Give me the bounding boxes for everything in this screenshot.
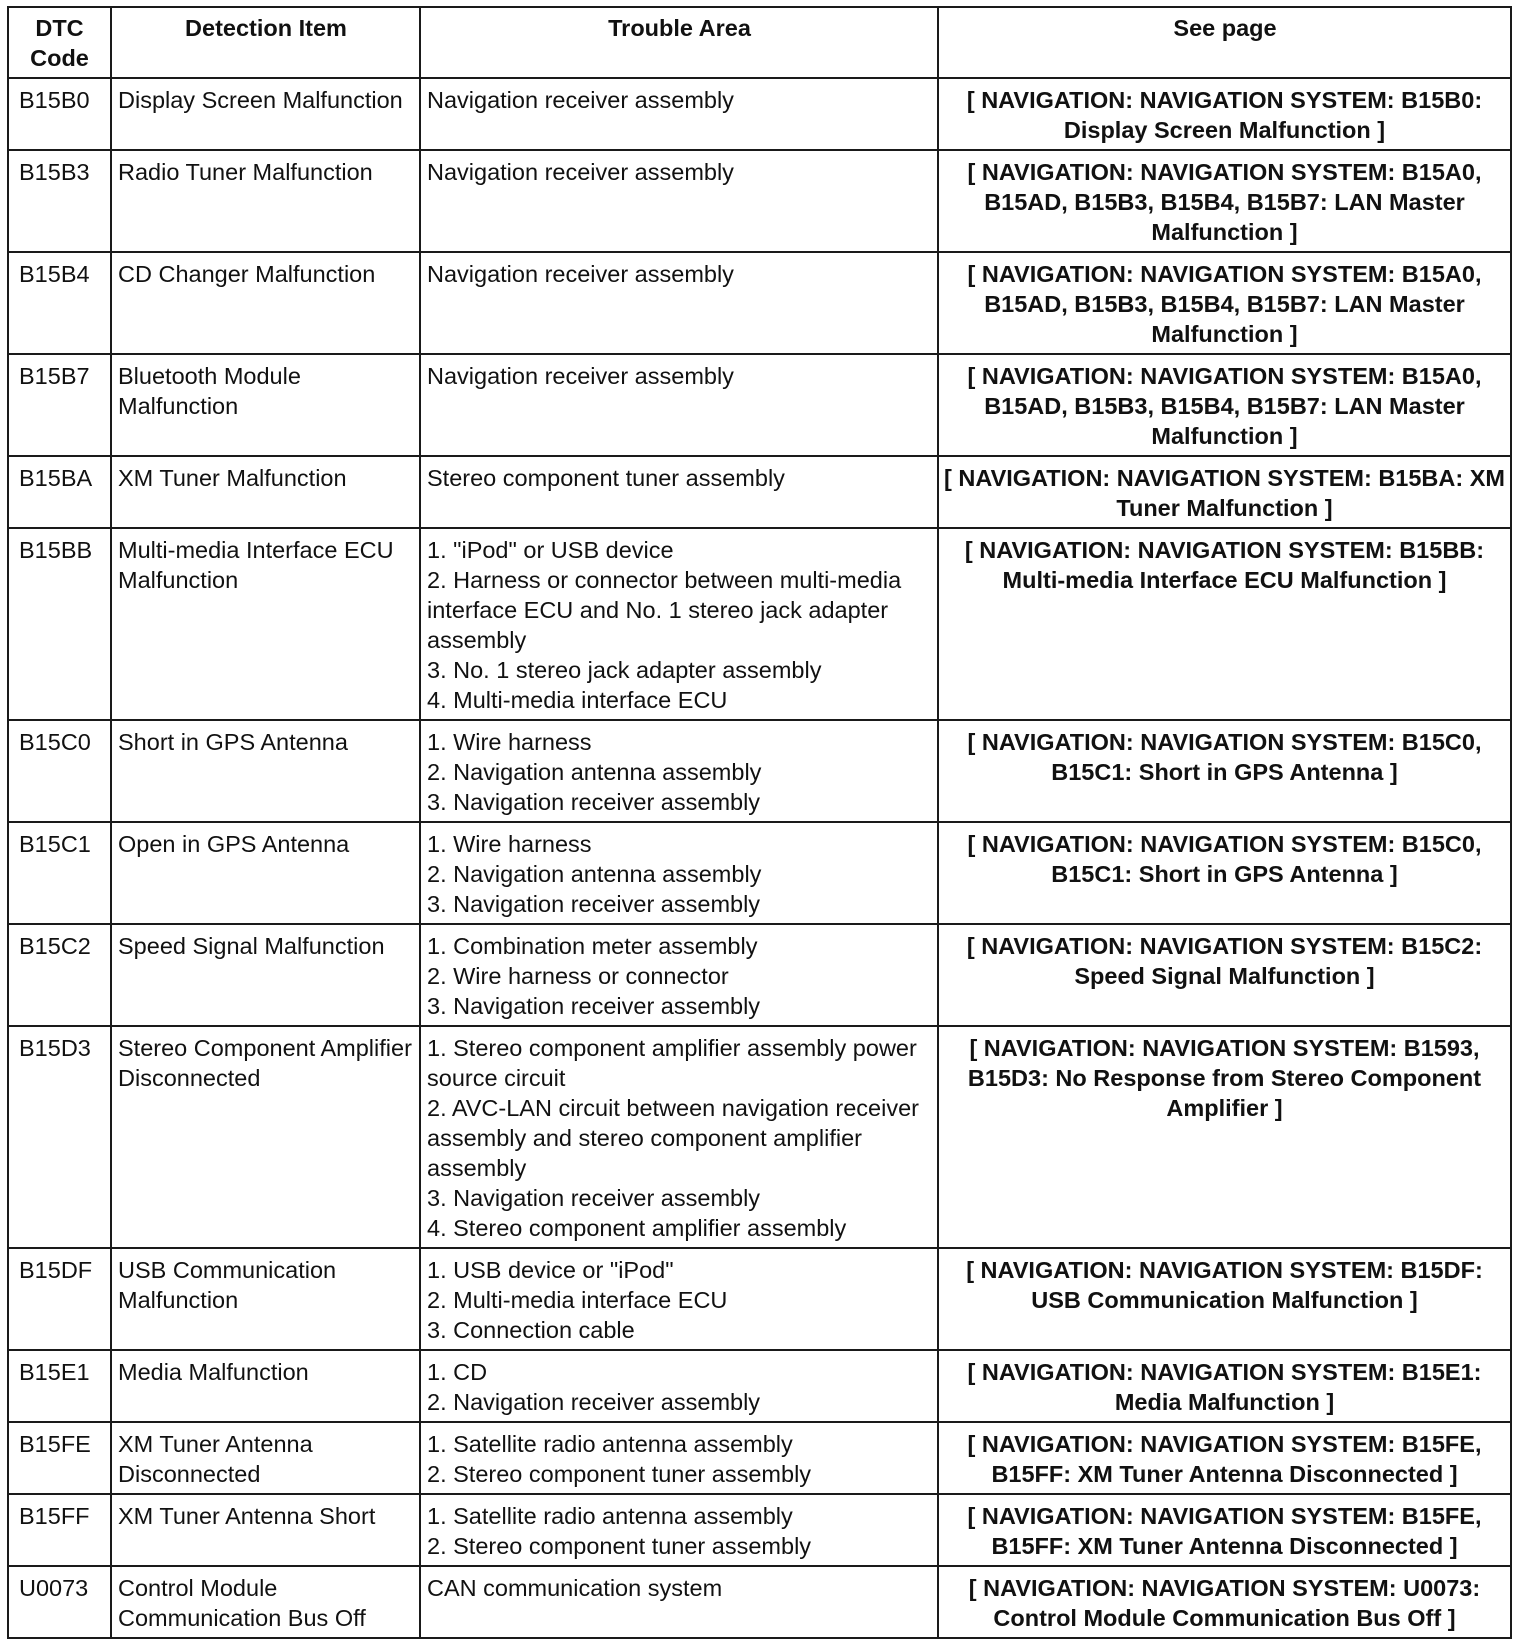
trouble-area-line: 1. Satellite radio antenna assembly [427, 1503, 793, 1529]
trouble-area-line: 3. Navigation receiver assembly [427, 1185, 761, 1211]
table-body [8, 78, 1511, 1638]
detection-item-cell: Multi-media Interface ECU Malfunction [111, 528, 420, 720]
trouble-area-line: 2. AVC-LAN circuit between navigation receiver assembly and stereo component amplifier assembly [427, 1095, 919, 1181]
see-page-link[interactable]: [ NAVIGATION: NAVIGATION SYSTEM: B15C0, B15C1: Short in GPS Antenna ] [938, 720, 1511, 822]
dtc-code-cell: B15B3 [8, 150, 111, 252]
trouble-area-cell [420, 822, 938, 924]
detection-item-cell: XM Tuner Antenna Disconnected [111, 1422, 420, 1494]
trouble-area-cell [420, 252, 938, 354]
see-page-link[interactable]: [ NAVIGATION: NAVIGATION SYSTEM: B15BB: Multi-media Interface ECU Malfunction ] [938, 528, 1511, 720]
dtc-code-cell: B15BA [8, 456, 111, 528]
table-row [8, 354, 1511, 456]
header-row [8, 7, 1511, 78]
table-row [8, 720, 1511, 822]
trouble-area-cell [420, 1422, 938, 1494]
dtc-code-cell: B15BB [8, 528, 111, 720]
header-dtc-code: DTC Code [8, 7, 111, 78]
trouble-area-cell [420, 1494, 938, 1566]
dtc-code-cell: B15C2 [8, 924, 111, 1026]
trouble-area-line: 1. Wire harness [427, 729, 592, 755]
trouble-area-cell [420, 1026, 938, 1248]
detection-item-cell: XM Tuner Antenna Short [111, 1494, 420, 1566]
dtc-code-cell: B15C1 [8, 822, 111, 924]
trouble-area-line: 2. Navigation antenna assembly [427, 861, 762, 887]
trouble-area-line: 2. Harness or connector between multi-media interface ECU and No. 1 stereo jack adapter assembly [427, 567, 902, 653]
table-row [8, 924, 1511, 1026]
trouble-area-line: 2. Navigation antenna assembly [427, 759, 762, 785]
see-page-link[interactable]: [ NAVIGATION: NAVIGATION SYSTEM: B15A0, B15AD, B15B3, B15B4, B15B7: LAN Master Malfunction ] [938, 150, 1511, 252]
trouble-area-line: 1. Satellite radio antenna assembly [427, 1431, 793, 1457]
detection-item-cell: Control Module Communication Bus Off [111, 1566, 420, 1638]
trouble-area-line: Navigation receiver assembly [427, 261, 734, 287]
trouble-area-line: CAN communication system [427, 1575, 723, 1601]
see-page-link[interactable]: [ NAVIGATION: NAVIGATION SYSTEM: B15DF: USB Communication Malfunction ] [938, 1248, 1511, 1350]
table-row [8, 1026, 1511, 1248]
trouble-area-line: 2. Stereo component tuner assembly [427, 1461, 812, 1487]
detection-item-cell: XM Tuner Malfunction [111, 456, 420, 528]
detection-item-cell: CD Changer Malfunction [111, 252, 420, 354]
dtc-code-cell: B15DF [8, 1248, 111, 1350]
see-page-link[interactable]: [ NAVIGATION: NAVIGATION SYSTEM: B15A0, B15AD, B15B3, B15B4, B15B7: LAN Master Malfunction ] [938, 252, 1511, 354]
header-trouble-area: Trouble Area [420, 7, 938, 78]
trouble-area-cell [420, 1566, 938, 1638]
detection-item-cell: USB Communication Malfunction [111, 1248, 420, 1350]
see-page-link[interactable]: [ NAVIGATION: NAVIGATION SYSTEM: B15FE, B15FF: XM Tuner Antenna Disconnected ] [938, 1494, 1511, 1566]
table-row [8, 822, 1511, 924]
table-row [8, 78, 1511, 150]
dtc-code-cell: B15D3 [8, 1026, 111, 1248]
see-page-link[interactable]: [ NAVIGATION: NAVIGATION SYSTEM: B15B0: Display Screen Malfunction ] [938, 78, 1511, 150]
header-detection-item: Detection Item [111, 7, 420, 78]
trouble-area-line: 1. "iPod" or USB device [427, 537, 674, 563]
table-row [8, 1566, 1511, 1638]
trouble-area-line: 3. Navigation receiver assembly [427, 891, 761, 917]
trouble-area-line: 2. Multi-media interface ECU [427, 1287, 728, 1313]
trouble-area-line: 1. CD [427, 1359, 488, 1385]
trouble-area-line: 3. Navigation receiver assembly [427, 789, 761, 815]
header-see-page: See page [938, 7, 1511, 78]
trouble-area-line: 4. Stereo component amplifier assembly [427, 1215, 847, 1241]
trouble-area-line: 3. No. 1 stereo jack adapter assembly [427, 657, 822, 683]
table-row [8, 1248, 1511, 1350]
trouble-area-line: 1. Combination meter assembly [427, 933, 758, 959]
dtc-code-cell: B15B0 [8, 78, 111, 150]
trouble-area-line: 3. Navigation receiver assembly [427, 993, 761, 1019]
trouble-area-line: 1. Wire harness [427, 831, 592, 857]
table-row [8, 252, 1511, 354]
detection-item-cell: Open in GPS Antenna [111, 822, 420, 924]
trouble-area-cell [420, 150, 938, 252]
see-page-link[interactable]: [ NAVIGATION: NAVIGATION SYSTEM: B15A0, B15AD, B15B3, B15B4, B15B7: LAN Master Malfunction ] [938, 354, 1511, 456]
trouble-area-cell [420, 528, 938, 720]
trouble-area-line: 1. Stereo component amplifier assembly power source circuit [427, 1035, 917, 1091]
trouble-area-line: 4. Multi-media interface ECU [427, 687, 728, 713]
detection-item-cell: Radio Tuner Malfunction [111, 150, 420, 252]
dtc-code-cell: B15E1 [8, 1350, 111, 1422]
trouble-area-cell [420, 354, 938, 456]
trouble-area-cell [420, 78, 938, 150]
see-page-link[interactable]: [ NAVIGATION: NAVIGATION SYSTEM: B15C0, B15C1: Short in GPS Antenna ] [938, 822, 1511, 924]
trouble-area-cell [420, 924, 938, 1026]
trouble-area-cell [420, 1248, 938, 1350]
trouble-area-line: 2. Wire harness or connector [427, 963, 729, 989]
trouble-area-line: 2. Navigation receiver assembly [427, 1389, 761, 1415]
table-row [8, 456, 1511, 528]
see-page-link[interactable]: [ NAVIGATION: NAVIGATION SYSTEM: B15C2: Speed Signal Malfunction ] [938, 924, 1511, 1026]
detection-item-cell: Speed Signal Malfunction [111, 924, 420, 1026]
trouble-area-line: 1. USB device or "iPod" [427, 1257, 674, 1283]
trouble-area-line: 3. Connection cable [427, 1317, 635, 1343]
trouble-area-cell [420, 1350, 938, 1422]
dtc-code-cell: B15C0 [8, 720, 111, 822]
trouble-area-line: Stereo component tuner assembly [427, 465, 785, 491]
detection-item-cell: Short in GPS Antenna [111, 720, 420, 822]
dtc-code-cell: B15FF [8, 1494, 111, 1566]
dtc-code-cell: B15B7 [8, 354, 111, 456]
detection-item-cell: Media Malfunction [111, 1350, 420, 1422]
table-row [8, 1422, 1511, 1494]
table-row [8, 1350, 1511, 1422]
table-row [8, 1494, 1511, 1566]
dtc-table [7, 6, 1512, 1639]
see-page-link[interactable]: [ NAVIGATION: NAVIGATION SYSTEM: B15FE, B15FF: XM Tuner Antenna Disconnected ] [938, 1422, 1511, 1494]
trouble-area-cell [420, 720, 938, 822]
see-page-link[interactable]: [ NAVIGATION: NAVIGATION SYSTEM: B15BA: XM Tuner Malfunction ] [938, 456, 1511, 528]
dtc-code-cell: B15FE [8, 1422, 111, 1494]
trouble-area-cell [420, 456, 938, 528]
trouble-area-line: Navigation receiver assembly [427, 87, 734, 113]
trouble-area-line: Navigation receiver assembly [427, 363, 734, 389]
detection-item-cell: Bluetooth Module Malfunction [111, 354, 420, 456]
see-page-link[interactable]: [ NAVIGATION: NAVIGATION SYSTEM: B15E1: Media Malfunction ] [938, 1350, 1511, 1422]
detection-item-cell: Stereo Component Amplifier Disconnected [111, 1026, 420, 1248]
table-row [8, 528, 1511, 720]
dtc-code-cell: B15B4 [8, 252, 111, 354]
table-header [8, 7, 1511, 78]
table-row [8, 150, 1511, 252]
see-page-link[interactable]: [ NAVIGATION: NAVIGATION SYSTEM: B1593, B15D3: No Response from Stereo Component Amplifier ] [938, 1026, 1511, 1248]
dtc-code-cell: U0073 [8, 1566, 111, 1638]
trouble-area-line: Navigation receiver assembly [427, 159, 734, 185]
detection-item-cell: Display Screen Malfunction [111, 78, 420, 150]
see-page-link[interactable]: [ NAVIGATION: NAVIGATION SYSTEM: U0073: Control Module Communication Bus Off ] [938, 1566, 1511, 1638]
trouble-area-line: 2. Stereo component tuner assembly [427, 1533, 812, 1559]
